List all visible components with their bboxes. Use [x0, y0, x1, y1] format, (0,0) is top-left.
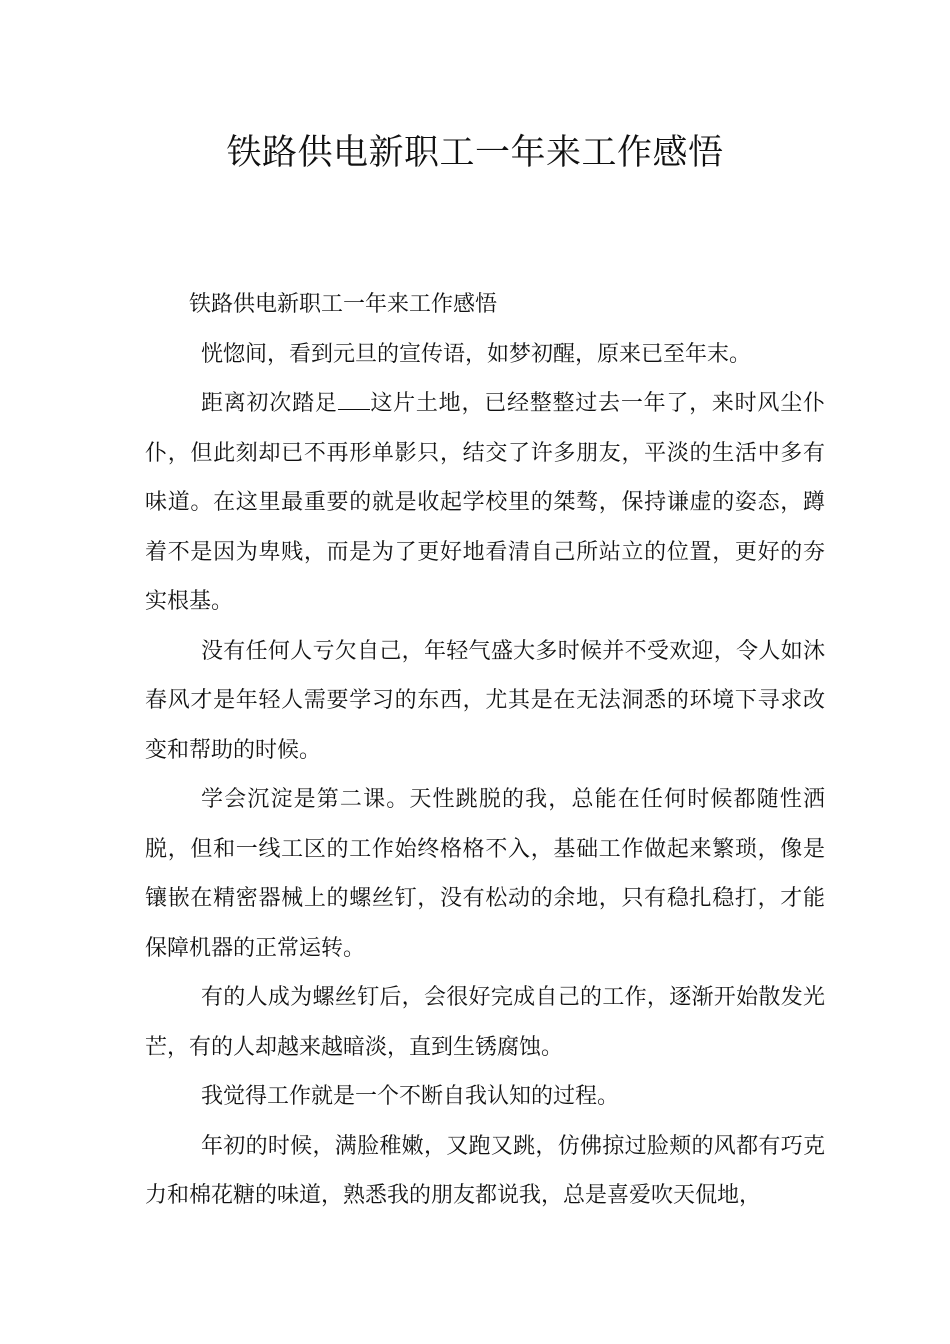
document-subtitle: 铁路供电新职工一年来工作感悟: [189, 292, 498, 317]
paragraph-text: 有的人成为螺丝钉后，会很好完成自己的工作，逐渐开始散发光芒，有的人却越来越暗淡，直到生锈腐蚀。: [145, 985, 825, 1060]
paragraph-text: 年初的时候，满脸稚嫩，又跑又跳，仿佛掠过脸颊的风都有巧克力和棉花糖的味道，熟悉我的朋友都说我，总是喜爱吹天侃地，: [145, 1133, 825, 1208]
fill-in-blank: [338, 391, 370, 410]
paragraph-text: 我觉得工作就是一个不断自我认知的过程。: [201, 1084, 620, 1109]
document-title: 铁路供电新职工一年来工作感悟: [226, 133, 724, 173]
paragraph-7: [145, 1122, 825, 1221]
document-body: [145, 280, 825, 1221]
paragraph-text: 这片土地，已经整整过去一年了，来时风尘仆仆，但此刻却已不再形单影只，结交了许多朋友，平淡的生活中多有味道。在这里最重要的就是收起学校里的桀骜，保持谦虚的姿态，蹲着不是因为卑贱，而是为了更好地看清自己所站立的位置，更好的夯实根基。: [145, 391, 825, 614]
paragraph-5: [145, 973, 825, 1072]
paragraph-text: 没有任何人亏欠自己，年轻气盛大多时候并不受欢迎，令人如沐春风才是年轻人需要学习的东西，尤其是在无法洞悉的环境下寻求改变和帮助的时候。: [145, 638, 825, 763]
paragraph-1: [145, 330, 825, 380]
paragraph-text: 恍惚间，看到元旦的宣传语，如梦初醒，原来已至年末。: [201, 341, 752, 367]
paragraph-text: 学会沉淀是第二课。天性跳脱的我，总能在任何时候都随性洒脱，但和一线工区的工作始终格格不入，基础工作做起来繁琐，像是镶嵌在精密器械上的螺丝钉，没有松动的余地，只有稳扎稳打，才能保障机器的正常运转。: [145, 787, 825, 961]
paragraph-3: [145, 627, 825, 776]
paragraph-2: [145, 379, 825, 627]
paragraph-text: 距离初次踏足: [201, 391, 338, 416]
paragraph-4: [145, 775, 825, 973]
paragraph-6: [145, 1072, 825, 1122]
